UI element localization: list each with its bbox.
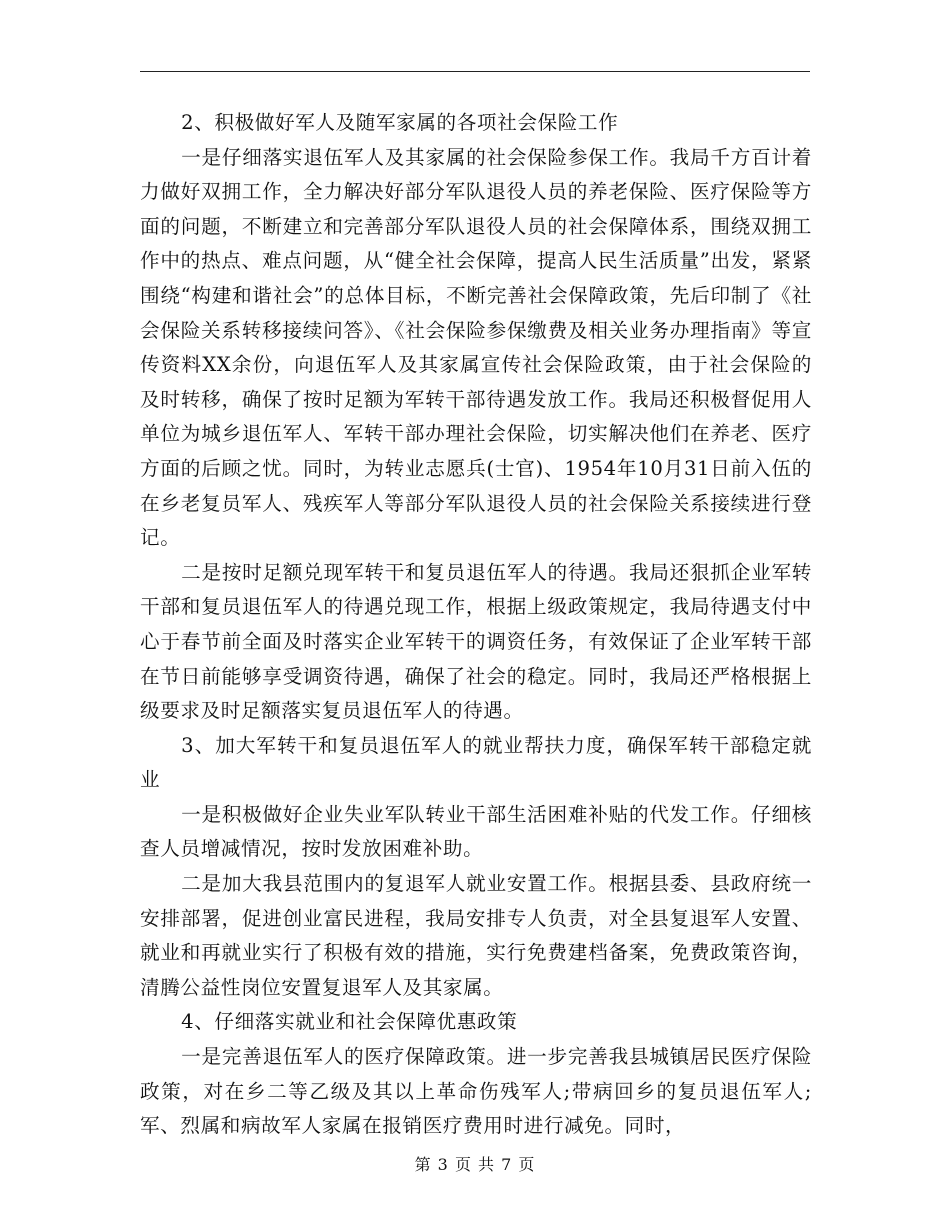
- header-rule: [140, 71, 810, 72]
- paragraph-employment-placement: 二是加大我县范围内的复退军人就业安置工作。根据县委、县政府统一安排部署，促进创业富民进程，我局安排专人负责，对全县复退军人安置、就业和再就业实行了积极有效的措施，实行免费建档备案，免费政策咨询，清腾公益性岗位安置复退军人及其家属。: [140, 872, 812, 999]
- section-heading-2: 2、积极做好军人及随军家属的各项社会保险工作: [181, 111, 619, 134]
- paragraph-hardship-subsidy: 一是积极做好企业失业军队转业干部生活困难补贴的代发工作。仔细核查人员增减情况，按时发放困难补助。: [140, 802, 812, 861]
- section-heading-4: 4、仔细落实就业和社会保障优惠政策: [181, 1010, 518, 1034]
- document-body: [140, 106, 812, 1144]
- page-number: 第 3 页 共 7 页: [414, 1155, 536, 1174]
- paragraph-benefits-payment: 二是按时足额兑现军转干和复员退伍军人的待遇。我局还狠抓企业军转干部和复员退伍军人的待遇兑现工作，根据上级政策规定，我局待遇支付中心于春节前全面及时落实企业军转干的调资任务，有效保证了企业军转干部在节日前能够享受调资待遇，确保了社会的稳定。同时，我局还严格根据上级要求及时足额落实复员退伍军人的待遇。: [140, 560, 812, 723]
- paragraph-social-insurance-enrollment: 一是仔细落实退伍军人及其家属的社会保险参保工作。我局千方百计着力做好双拥工作，全力解决好部分军队退役人员的养老保险、医疗保险等方面的问题，不断建立和完善部分军队退役人员的社会保障体系，围绕双拥工作中的热点、难点问题，从“健全社会保障，提高人民生活质量”出发，紧紧围绕“构建和谐社会”的总体目标，不断完善社会保障政策，先后印制了《社会保险关系转移接续问答》、《社会保险参保缴费及相关业务办理指南》等宣传资料XX余份，向退伍军人及其家属宣传社会保险政策，由于社会保险的及时转移，确保了按时足额为军转干部待遇发放工作。我局还积极督促用人单位为城乡退伍军人、军转干部办理社会保险，切实解决他们在养老、医疗方面的后顾之忧。同时，为转业志愿兵(士官)、1954年10月31日前入伍的在乡老复员军人、残疾军人等部分军队退役人员的社会保险关系接续进行登记。: [140, 145, 812, 550]
- page-footer: [0, 1154, 950, 1176]
- paragraph-medical-security: 一是完善退伍军人的医疗保障政策。进一步完善我县城镇居民医疗保险政策，对在乡二等乙级及其以上革命伤残军人;带病回乡的复员退伍军人;军、烈属和病故军人家属在报销医疗费用时进行减免。同时，: [140, 1045, 812, 1138]
- section-heading-3: 3、加大军转干和复员退伍军人的就业帮扶力度，确保军转干部稳定就业: [140, 733, 812, 792]
